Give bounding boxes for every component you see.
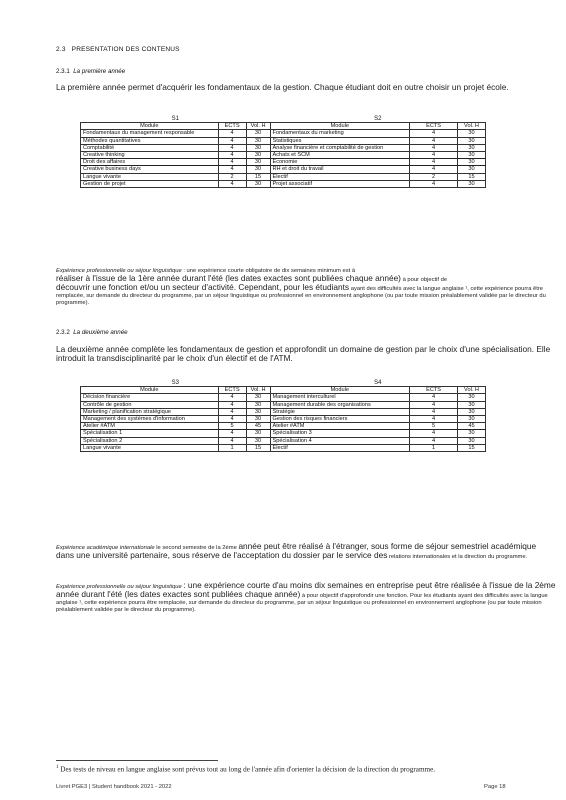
table-row — [81, 416, 486, 423]
module-cell: Langue vivante — [81, 444, 219, 451]
volume-cell: 30 — [458, 144, 486, 151]
module-cell: Fondamentaux du marketing — [270, 130, 410, 137]
ects-cell: 4 — [218, 394, 246, 401]
ects-cell: 4 — [410, 180, 458, 187]
ects-cell: 4 — [218, 166, 246, 173]
section-title: 2.3 PRESENTATION DES CONTENUS — [56, 46, 180, 53]
ects-cell: 4 — [410, 401, 458, 408]
module-cell: Spécialisation 1 — [81, 430, 219, 437]
header-ects: ECTS — [410, 387, 458, 394]
year1-experience-note: Expérience professionnelle ou séjour linguistique : une expérience courte obligatoire de dix semaines minimum est à réaliser à l'issue de la 1ère année durant l'été (les dates exactes sont publiées chaque année) à pour objectif de découvrir une fonction et/ou un secteur d'activité. Cependant, pour les étudiants ayant des difficultés avec la langue anglaise ¹, cette expérience pourra être remplacée, sur demande du directeur du programme, par un séjour linguistique ou professionnel en environnement anglophone (ou par toute mission préalablement validée par le directeur du programme). — [56, 268, 546, 306]
table-row — [81, 130, 486, 137]
volume-cell: 45 — [246, 423, 270, 430]
ects-cell: 4 — [218, 180, 246, 187]
volume-cell: 30 — [458, 416, 486, 423]
header-vol: Vol. H — [458, 123, 486, 130]
ects-cell: 4 — [410, 130, 458, 137]
volume-cell: 30 — [246, 130, 270, 137]
ects-cell: 4 — [410, 137, 458, 144]
module-cell: Management durable des organisations — [270, 401, 410, 408]
header-ects: ECTS — [218, 123, 246, 130]
ects-cell: 4 — [218, 152, 246, 159]
table-row — [81, 166, 486, 173]
year1-heading: 2.3.1 La première année — [56, 68, 126, 75]
table-row — [81, 144, 486, 151]
semester-s4: S4 — [374, 380, 382, 386]
year2-intro: La deuxième année complète les fondamentaux de gestion et approfondit un domaine de gestion par le choix d'une spécialisation. Elle introduit la transdisciplinarité par le choix d'un électif et de l'ATM. — [56, 344, 551, 364]
volume-cell: 30 — [458, 394, 486, 401]
ects-cell: 1 — [218, 444, 246, 451]
ects-cell: 4 — [218, 408, 246, 415]
table-row — [81, 437, 486, 444]
page-number: Page 18 — [484, 784, 506, 790]
volume-cell: 30 — [458, 130, 486, 137]
table-row — [81, 401, 486, 408]
ects-cell: 5 — [218, 423, 246, 430]
volume-cell: 15 — [458, 444, 486, 451]
volume-cell: 30 — [458, 430, 486, 437]
ects-cell: 1 — [410, 444, 458, 451]
table-row — [81, 430, 486, 437]
table-row — [81, 180, 486, 187]
volume-cell: 30 — [246, 144, 270, 151]
ects-cell: 4 — [410, 159, 458, 166]
volume-cell: 30 — [246, 159, 270, 166]
module-cell: Spécialisation 3 — [270, 430, 410, 437]
ects-cell: 4 — [410, 144, 458, 151]
volume-cell: 45 — [458, 423, 486, 430]
module-cell: Management interculturel — [270, 394, 410, 401]
volume-cell: 30 — [458, 401, 486, 408]
module-cell: Langue vivante — [81, 173, 219, 180]
ects-cell: 4 — [218, 144, 246, 151]
module-cell: Atelier #ATM — [270, 423, 410, 430]
module-cell: Achats et SCM — [270, 152, 410, 159]
module-cell: Atelier #ATM — [81, 423, 219, 430]
footnote-rule — [56, 760, 218, 761]
module-cell: Stratégie — [270, 408, 410, 415]
semester-s1: S1 — [171, 116, 179, 122]
volume-cell: 30 — [246, 137, 270, 144]
semester-s2: S2 — [374, 116, 382, 122]
ects-cell: 4 — [410, 437, 458, 444]
module-cell: Décision financière — [81, 394, 219, 401]
ects-cell: 4 — [218, 130, 246, 137]
year2-table — [80, 380, 486, 452]
year1-intro: La première année permet d'acquérir les fondamentaux de la gestion. Chaque étudiant doit en outre choisir un projet école. — [56, 82, 509, 92]
module-cell: Spécialisation 4 — [270, 437, 410, 444]
module-cell: Projet associatif — [270, 180, 410, 187]
volume-cell: 30 — [246, 152, 270, 159]
header-ects: ECTS — [218, 387, 246, 394]
module-cell: Gestion des risques financiers — [270, 416, 410, 423]
module-cell: Gestion de projet — [81, 180, 219, 187]
module-cell: Droit des affaires — [81, 159, 219, 166]
header-module: Module — [270, 387, 410, 394]
table-row — [81, 137, 486, 144]
module-cell: Management des systèmes d'information — [81, 416, 219, 423]
volume-cell: 30 — [458, 152, 486, 159]
table-row — [81, 394, 486, 401]
module-cell: RH et droit du travail — [270, 166, 410, 173]
table-row — [81, 408, 486, 415]
module-cell: Economie — [270, 159, 410, 166]
table-row — [81, 444, 486, 451]
module-cell: Contrôle de gestion — [81, 401, 219, 408]
header-vol: Vol. H — [246, 387, 270, 394]
volume-cell: 30 — [458, 166, 486, 173]
semester-s3: S3 — [171, 380, 179, 386]
volume-cell: 30 — [458, 159, 486, 166]
ects-cell: 4 — [218, 437, 246, 444]
table-row — [81, 152, 486, 159]
ects-cell: 4 — [410, 408, 458, 415]
ects-cell: 4 — [218, 401, 246, 408]
header-vol: Vol. H — [246, 123, 270, 130]
year2-experience-note: Expérience professionnelle ou séjour linguistique : une expérience courte d'au moins dix semaines en entreprise peut être réalisée à l'issue de la 2ème année durant l'été (les dates exactes sont publiées chaque année) à pour objectif d'approfondir une fonction. Pour les étudiants ayant des difficultés avec la langue anglaise ¹, cette expérience pourra être remplacée, sur demande du directeur du programme, par un séjour linguistique ou professionnel en environnement anglophone (ou par toute mission préalablement validée par le directeur du programme). — [56, 580, 556, 613]
ects-cell: 4 — [410, 166, 458, 173]
ects-cell: 4 — [218, 430, 246, 437]
ects-cell: 4 — [410, 416, 458, 423]
table-row — [81, 173, 486, 180]
table-row — [81, 423, 486, 430]
volume-cell: 15 — [246, 173, 270, 180]
module-cell: Marketing / planification stratégique — [81, 408, 219, 415]
volume-cell: 30 — [458, 437, 486, 444]
table-row — [81, 159, 486, 166]
volume-cell: 30 — [246, 166, 270, 173]
module-cell: Electif — [270, 444, 410, 451]
volume-cell: 30 — [458, 137, 486, 144]
module-cell: Spécialisation 2 — [81, 437, 219, 444]
footnote: $^1$ Des tests de niveau en langue anglaise sont prévus tout au long de l'année afin d'orienter la décision de la direction du programme. — [56, 765, 436, 774]
volume-cell: 30 — [458, 408, 486, 415]
ects-cell: 4 — [410, 430, 458, 437]
volume-cell: 30 — [246, 416, 270, 423]
header-module: Module — [81, 123, 219, 130]
module-cell: Comptabilité — [81, 144, 219, 151]
module-cell: Méthodes quantitatives — [81, 137, 219, 144]
header-module: Module — [270, 123, 410, 130]
year2-academic-note: Expérience académique internationale le second semestre de la 2ème année peut être réalisé à l'étranger, sous forme de séjour semestriel académique dans une université partenaire, sous réserve de l'acceptation du dossier par le service des relations internationales et la direction du programme. — [56, 541, 537, 560]
ects-cell: 5 — [410, 423, 458, 430]
header-vol: Vol. H — [458, 387, 486, 394]
module-cell: Creative business days — [81, 166, 219, 173]
year1-table — [80, 116, 486, 188]
header-ects: ECTS — [410, 123, 458, 130]
ects-cell: 2 — [218, 173, 246, 180]
module-cell: Analyse financière et comptabilité de gestion — [270, 144, 410, 151]
volume-cell: 30 — [458, 180, 486, 187]
module-cell: Statistiques — [270, 137, 410, 144]
volume-cell: 15 — [458, 173, 486, 180]
volume-cell: 30 — [246, 430, 270, 437]
header-module: Module — [81, 387, 219, 394]
module-cell: Creative thinking — [81, 152, 219, 159]
module-cell: Electif — [270, 173, 410, 180]
year2-heading: 2.3.2 La deuxième année — [56, 329, 128, 336]
ects-cell: 4 — [410, 152, 458, 159]
volume-cell: 30 — [246, 180, 270, 187]
ects-cell: 4 — [218, 137, 246, 144]
volume-cell: 15 — [246, 444, 270, 451]
volume-cell: 30 — [246, 437, 270, 444]
footer-left: Livret PGE3 | Student handbook 2021 - 2022 — [56, 784, 172, 790]
ects-cell: 4 — [218, 416, 246, 423]
module-cell: Fondamentaux du management responsable — [81, 130, 219, 137]
volume-cell: 30 — [246, 401, 270, 408]
ects-cell: 4 — [410, 394, 458, 401]
volume-cell: 30 — [246, 394, 270, 401]
ects-cell: 2 — [410, 173, 458, 180]
volume-cell: 30 — [246, 408, 270, 415]
ects-cell: 4 — [218, 159, 246, 166]
